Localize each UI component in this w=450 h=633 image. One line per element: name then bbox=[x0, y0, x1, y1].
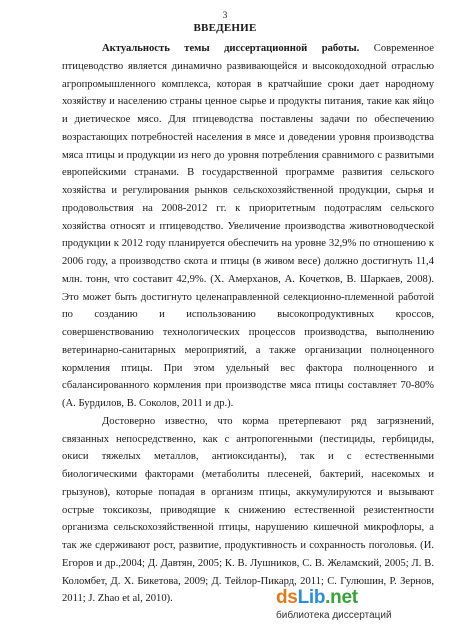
body-text bbox=[62, 40, 434, 608]
page-heading: ВВЕДЕНИЕ bbox=[193, 22, 257, 34]
dslib-tagline: библиотека диссертаций bbox=[276, 610, 392, 621]
paragraph-text: Современное птицеводство является динамично развивающейся и высокодоходной отраслью агропромышленного комплекса, которая в кратчайшие сроки дает народному хозяйству и населению страны ценное сырье и продукты питания, такие как яйцо и диетическое мясо. Для птицеводства поставлены задачи по обеспечению возрастающих потребностей населения в мясе и доведении уровня производства мяса птицы и продукции из него до уровня потребления сравнимого с развитыми европейскими странами. В государственной программе развития сельского хозяйства и регулирования рынков сельскохозяйственной продукции, сырья и продовольствия на 2008-2012 гг. к приоритетным подотраслям сельского хозяйства относят и птицеводство. Увеличение производства животноводческой продукции к 2012 году планируется обеспечить на уровне 32,9% по отношению к 2006 году, а производство скота и птицы (в живом весе) должно достигнуть 11,4 млн. тонн, что составит 42,9%. (Х. Амерханов, А. Кочетков, В. Шаркаев, 2008). Это может быть достигнуто целенаправленной селекционно-племенной работой по созданию и использованию высокопродуктивных кроссов, совершенствованию технологических процессов производства, выполнению ветеринарно-санитарных мероприятий, а также организации полноценного кормления птицы. При этом удельный вес фактора полноценного и сбалансированного кормления при производстве мяса птицы составляет 70-80% (А. Бурдилов, В. Соколов, 2011 и др.). bbox=[62, 43, 434, 409]
dslib-logo: dsLib.net bbox=[276, 587, 358, 608]
paragraph-contamination bbox=[62, 413, 434, 608]
paragraph-relevance bbox=[62, 40, 434, 413]
paragraph-text: Достоверно известно, что корма претерпевают ряд загрязнений, связанных непосредственно, как с антропогенными (пестициды, гербициды, окиси тяжелых металлов, антиоксиданты), так и с естественными биологическими факторами (метаболиты плесеней, бактерий, насекомых и грызунов), которые попадая в организм птицы, аккумулируются и вызывают острые токсикозы, приводящие к снижению естественной резистентности организма сельскохозяйственной птицы, нарушению кишечной микрофлоры, а так же сдерживают рост, развитие, продуктивность и сохранность поголовья. (И. Егоров и др.,2004; Д. Давтян, 2005; К. В. Лушников, С. В. Желамский, 2005; Л. В. Коломбет, Д. Х. Бикетова, 2009; Д. Тейлор-Пикард, 2011; С. Гулюшин, Р. Зернов, 2011; J. Zhao et al, 2010). bbox=[62, 415, 434, 605]
dslib-watermark bbox=[272, 587, 442, 627]
page-number: 3 bbox=[222, 11, 228, 21]
paragraph-lead: Актуальность темы диссертационной работы. bbox=[102, 43, 360, 54]
